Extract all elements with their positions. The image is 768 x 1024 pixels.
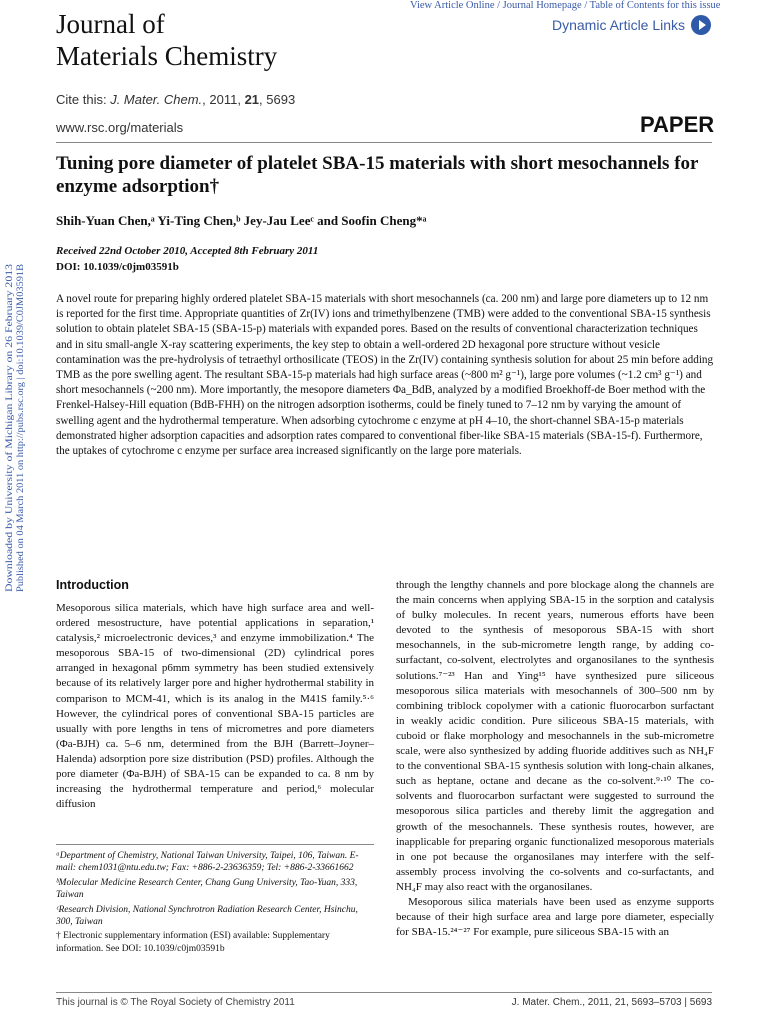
intro-paragraph-2: through the lengthy channels and pore blockage along the channels are the main concerns when applying SBA-15 in the sorption and catalysis of bulky molecules. In recent years, numerous efforts have been devoted to the synthesis of mesoporous SBA-15 with short mesochannels, in the sub-micrometre length range, by adding co-surfactant, co-solvent, electrolytes and organosilanes to the synthesis solutions.⁷⁻²³ Han and Ying¹⁵ have synthesized pure siliceous mesoporous silica materials with mesochannels of 300–500 nm by combining triblock copolymer with a cationic fluorocarbon surfactant in weakly acidic condition. Pure siliceous SBA-15 materials, with cuboid or flake morphology and mesochannels in the sub-micrometre scale, were also synthesized by adding fluoride additives such as NH₄F to the conventional SBA-15 synthesis solution with long-chain alkanes, such as heptane, octane and decane as the co-solvent.⁹·¹⁰ The co-solvents and fluorocarbon surfactant were suggested to surround the mesoporous silica particles and thereby limit the aggregation and growth of the mesochannels. These synthesis routes, however, are inapplicable for preparing organic functionalized mesoporous materials in one pot because the organosilanes may interfere with the self-assembly process involving the co-solvents and co-surfactants, and NH₄F may also react with the organosilanes.	[396, 579, 714, 893]
abstract-text: A novel route for preparing highly ordered platelet SBA-15 materials with short mesochannels (ca. 200 nm) and large pore diameters up to 12 nm is reported for the first time. Appropriate quantities of Zr(IV) ions and trimethylbenzene (TMB) were added to the conventional SBA-15 synthesis solution to obtain platelet SBA-15 (SBA-15-p) materials with expanded pores. Based on the results of conventional characterization techniques and in situ small-angle X-ray scattering experiments, the key step to obtain a well-ordered 2D hexagonal pore structure without vesicle contamination was the pre-hydrolysis of tetraethyl orthosilicate (TEOS) in the Zr(IV) containing synthesis solution for about 25 min before adding TMB as the pore swelling agent. The resultant SBA-15-p materials had high surface areas (~800 m² g⁻¹), large pore volumes (~1.2 cm³ g⁻¹) and short mesochannels (~200 nm). More importantly, the mesopore diameters Φa_BdB, analyzed by a modified Broekhoff-de Boer method with the Frenkel-Halsey-Hill equation (BdB-FHH) on the nitrogen adsorption isotherms, could be finely tuned to 7–12 nm by varying the amount of swelling agent and the hydrothermal temperature. When adsorbing cytochrome c enzyme at pH 4–10, the short-channel SBA-15-p materials demonstrated higher adsorption capacities and adsorption rates compared to conventional fiber-like SBA-15 materials (SBA-15-f). Furthermore, the uptakes of cytochrome c enzyme per surface area increased significantly on the large pore materials.	[56, 293, 714, 458]
journal-url[interactable]: www.rsc.org/materials	[56, 120, 184, 135]
esi-footnote: † Electronic supplementary information (ESI) available: Supplementary information. See DOI: 10.1039/c0jm03591b	[56, 931, 330, 954]
cite-prefix: Cite this:	[56, 92, 111, 107]
cite-journal: J. Mater. Chem.	[110, 92, 203, 107]
affiliation-a: ᵃDepartment of Chemistry, National Taiwan University, Taipei, 106, Taiwan. E-mail: chem1031@ntu.edu.tw; Fax: +886-2-23636359; Tel: +886-2-33661662	[56, 851, 359, 874]
footer-divider	[56, 992, 712, 993]
journal-title	[56, 8, 277, 72]
article-title: Tuning pore diameter of platelet SBA-15 materials with short mesochannels for enzyme adsorption†	[56, 153, 699, 197]
article-doi[interactable]: DOI: 10.1039/c0jm03591b	[56, 261, 179, 273]
copyright-footer: This journal is © The Royal Society of Chemistry 2011	[56, 997, 295, 1008]
citation-line	[56, 92, 295, 107]
intro-paragraph-1: Mesoporous silica materials, which have high surface area and well-ordered mesostructure, have potential applications in separation,¹ catalysis,² microelectronic devices,³ and enzyme immobilization.⁴ The mesoporous SBA-15 of two-dimensional (2D) cylindrical pores arranged in hexagonal p6mm symmetry has been studied extensively because of its relatively larger pore and higher hydrothermal stability in comparison to MCM-41, which is its analog in the M41S family.⁵·⁶ However, the cylindrical pores of conventional SBA-15 particles are usually with pore lengths in tens of micrometres and pore diameters (Φa-BJH) ca. 5–6 nm, determined from the BJH (Barrett–Joyner–Halenda) adsorption pore size distribution (PSD) profiles. Although the pore diameter (Φa-BJH) of SBA-15 can be expanded to ca. 8 nm by increasing the hydrothermal temperature and period,⁶ molecular diffusion	[56, 602, 374, 811]
cite-page: , 5693	[259, 92, 296, 107]
intro-paragraph-3: Mesoporous silica materials have been used as enzyme supports because of their high surface area and large pore diameter, especially for SBA-15.²⁴⁻²⁷ For example, pure siliceous SBA-15 with an	[396, 895, 714, 939]
journal-title-line2: Materials Chemistry	[56, 41, 278, 71]
journal-title-line1: Journal of	[56, 9, 165, 39]
play-arrow-icon[interactable]	[691, 15, 711, 35]
cite-volume: 21	[244, 92, 260, 107]
received-accepted-dates: Received 22nd October 2010, Accepted 8th February 2011	[56, 245, 319, 257]
dynamic-article-links[interactable]	[552, 15, 711, 35]
author-list: Shih-Yuan Chen,ᵃ Yi-Ting Chen,ᵇ Jey-Jau Leeᶜ and Soofin Cheng*ᵃ	[56, 213, 427, 228]
paper-label: PAPER	[640, 112, 715, 137]
download-watermark	[3, 262, 25, 592]
dynamic-links-label[interactable]: Dynamic Article Links	[552, 17, 686, 33]
affiliation-c: ᶜResearch Division, National Synchrotron Radiation Research Center, Hsinchu, 300, Taiwan	[56, 904, 358, 928]
cite-year: , 2011,	[202, 92, 245, 107]
footnote-divider	[56, 844, 374, 845]
header-divider	[56, 142, 712, 143]
page-citation-footer: J. Mater. Chem., 2011, 21, 5693–5703 | 5693	[511, 997, 712, 1008]
affiliation-b: ᵇMolecular Medicine Research Center, Chang Gung University, Tao-Yuan, 333, Taiwan	[56, 877, 358, 901]
abstract	[56, 292, 716, 459]
watermark-line2: Published on 04 March 2011 on http://pubs.rsc.org | doi:10.1039/C0JM03591B	[15, 301, 25, 592]
introduction-heading: Introduction	[56, 578, 129, 592]
left-column	[56, 578, 374, 812]
article-links-bar	[410, 0, 720, 11]
watermark-line1: Downloaded by University of Michigan Library on 26 February 2013	[4, 336, 14, 592]
affiliations-footnotes	[56, 850, 374, 957]
right-column	[396, 578, 714, 940]
top-links-text[interactable]: View Article Online / Journal Homepage / Table of Contents for this issue	[410, 0, 721, 11]
